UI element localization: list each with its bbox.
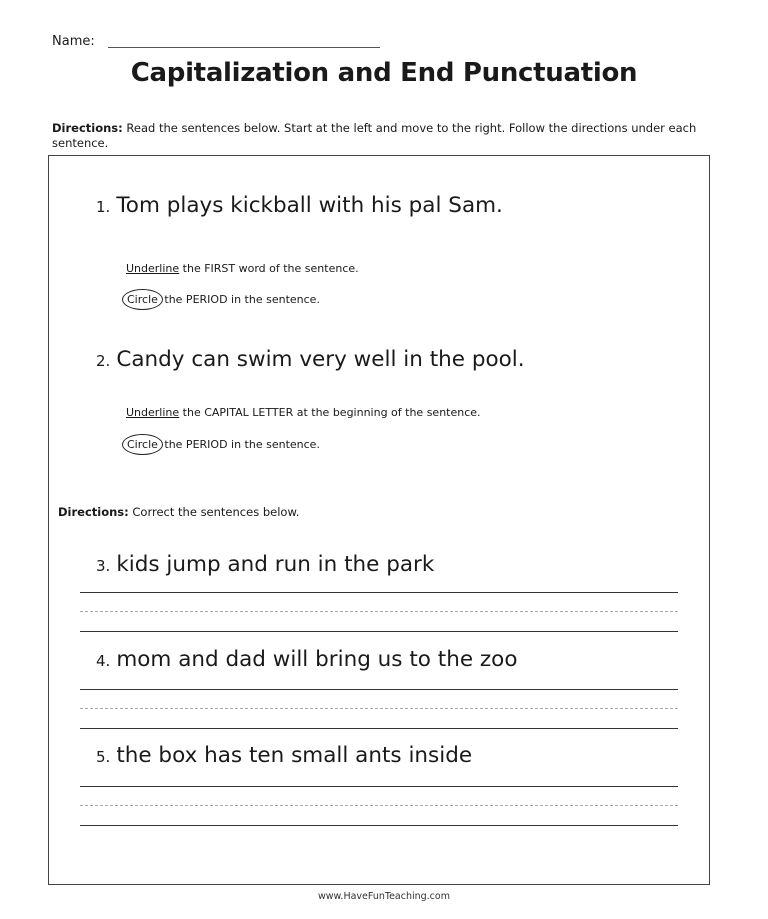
item-number: 1. xyxy=(96,198,111,216)
directions-label: Directions: xyxy=(52,121,123,135)
writing-line-bottom xyxy=(80,728,678,729)
sentence-text: the box has ten small ants inside xyxy=(116,743,473,768)
writing-line-bottom xyxy=(80,631,678,632)
instruction-text: the FIRST word of the sentence. xyxy=(179,262,359,275)
writing-line-top xyxy=(80,689,678,690)
instruction-text: the PERIOD in the sentence. xyxy=(160,293,320,306)
sentence-2 xyxy=(96,347,525,372)
instruction-circle-2 xyxy=(126,434,320,455)
instruction-underline-1 xyxy=(126,262,359,275)
item-number: 3. xyxy=(96,557,111,575)
directions-top xyxy=(52,121,712,151)
writing-line-bottom xyxy=(80,825,678,826)
page-title: Capitalization and End Punctuation xyxy=(130,58,638,88)
item-number: 5. xyxy=(96,748,111,766)
name-label: Name: xyxy=(52,34,95,49)
instruction-text: the PERIOD in the sentence. xyxy=(160,438,320,451)
writing-line-mid xyxy=(80,805,678,806)
instruction-circle-1 xyxy=(126,289,320,310)
directions-text: Read the sentences below. Start at the left and move to the right. Follow the directions under each sentence. xyxy=(52,121,697,150)
instruction-verb-circled: Circle xyxy=(122,434,163,455)
sentence-text: Candy can swim very well in the pool. xyxy=(116,347,525,372)
writing-line-top xyxy=(80,592,678,593)
item-number: 2. xyxy=(96,352,111,370)
instruction-underline-2 xyxy=(126,406,481,419)
instruction-verb: Underline xyxy=(126,262,180,275)
instruction-verb: Underline xyxy=(126,406,180,419)
correction-sentence-4 xyxy=(96,647,517,672)
correction-sentence-3 xyxy=(96,552,434,577)
directions-text: Correct the sentences below. xyxy=(128,505,300,519)
correction-sentence-5 xyxy=(96,743,472,768)
instruction-verb-circled: Circle xyxy=(122,289,163,310)
sentence-text: mom and dad will bring us to the zoo xyxy=(116,647,518,672)
directions-label: Directions: xyxy=(58,505,129,519)
sentence-1 xyxy=(96,193,503,218)
name-line xyxy=(108,47,380,48)
sentence-text: kids jump and run in the park xyxy=(116,552,435,577)
item-number: 4. xyxy=(96,652,111,670)
writing-line-top xyxy=(80,786,678,787)
footer-url: www.HaveFunTeaching.com xyxy=(318,891,450,902)
writing-line-mid xyxy=(80,708,678,709)
sentence-text: Tom plays kickball with his pal Sam. xyxy=(116,193,503,218)
instruction-text: the CAPITAL LETTER at the beginning of the sentence. xyxy=(179,406,481,419)
directions-bottom xyxy=(58,505,299,519)
writing-line-mid xyxy=(80,611,678,612)
